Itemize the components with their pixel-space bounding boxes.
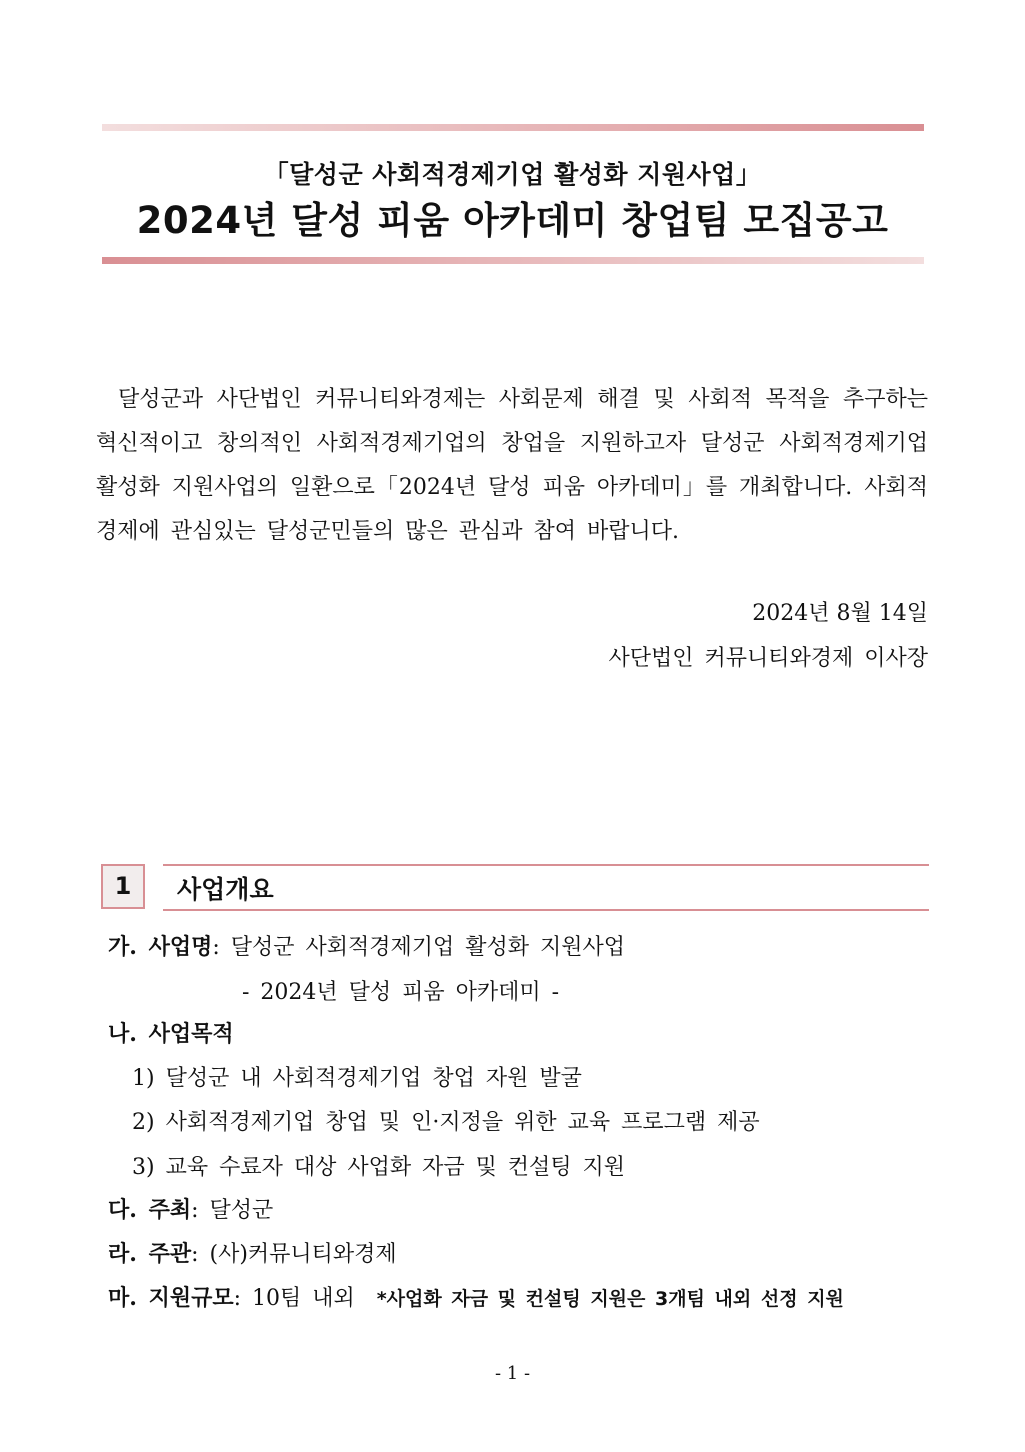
item-value: : 10팀 내외 xyxy=(233,1286,355,1311)
section-header xyxy=(163,864,929,911)
item-label: 가. 사업명 xyxy=(108,934,213,960)
item-value: : 달성군 사회적경제기업 활성화 지원사업 xyxy=(212,935,625,960)
signer: 사단법인 커뮤니티와경제 이사장 xyxy=(608,646,928,671)
section-number: 1 xyxy=(101,864,145,909)
item-purpose-label: 나. 사업목적 xyxy=(108,1021,234,1047)
announcement-date: 2024년 8월 14일 xyxy=(752,601,928,626)
page-number: - 1 - xyxy=(494,1363,531,1384)
section-title: 사업개요 xyxy=(177,875,274,904)
page-title: 2024년 달성 피움 아카데미 창업팀 모집공고 xyxy=(136,199,889,242)
list-item: 1) 달성군 내 사회적경제기업 창업 자원 발굴 xyxy=(132,1066,582,1091)
list-item: 2) 사회적경제기업 창업 및 인·지정을 위한 교육 프로그램 제공 xyxy=(132,1110,760,1135)
item-label: 다. 주최 xyxy=(108,1197,192,1223)
list-item: 3) 교육 수료자 대상 사업화 자금 및 컨설팅 지원 xyxy=(132,1155,626,1180)
item-business-name xyxy=(108,930,625,961)
header-top-rule xyxy=(102,124,924,131)
item-value: : (사)커뮤니티와경제 xyxy=(191,1242,397,1267)
item-host xyxy=(108,1193,273,1224)
item-value: : 달성군 xyxy=(191,1198,274,1223)
header-bottom-rule xyxy=(102,257,924,264)
scale-note: *사업화 자금 및 컨설팅 지원은 3개팀 내외 선정 지원 xyxy=(376,1288,844,1310)
item-label: 마. 지원규모 xyxy=(108,1285,234,1311)
item-scale xyxy=(108,1281,844,1312)
item-label: 라. 주관 xyxy=(108,1241,192,1267)
item-business-name-sub: - 2024년 달성 피움 아카데미 - xyxy=(242,980,560,1005)
header-subtitle: 「달성군 사회적경제기업 활성화 지원사업」 xyxy=(263,160,762,189)
item-organizer xyxy=(108,1237,397,1268)
intro-paragraph: 달성군과 사단법인 커뮤니티와경제는 사회문제 해결 및 사회적 목적을 추구하는 혁신적이고 창의적인 사회적경제기업의 창업을 지원하고자 달성군 사회적경제기업 활성화 지원사업의 일환으로「2024년 달성 피움 아카데미」를 개최합니다. 사회적경제에 관심있는 달성군민들의 많은 관심과 참여 바랍니다. xyxy=(96,387,928,544)
